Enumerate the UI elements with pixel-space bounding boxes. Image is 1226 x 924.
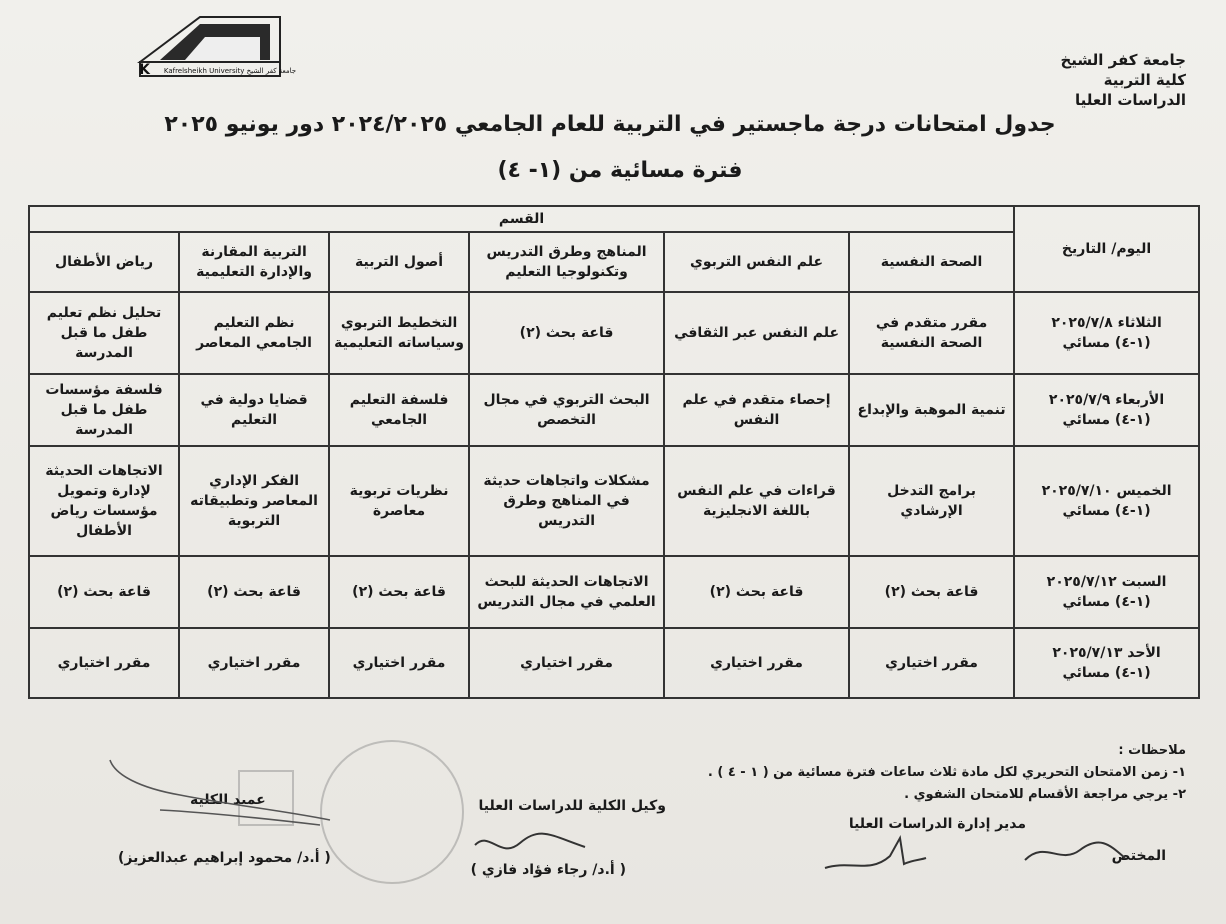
vice-dean-name: ( أ.د/ رجاء فؤاد فازي ) — [470, 862, 626, 878]
day-cell: الأحد ٢٠٢٥/٧/١٣ (١-٤) مسائي — [1014, 628, 1199, 698]
exam-cell: تحليل نظم تعليم طفل ما قبل المدرسة — [29, 292, 179, 374]
page-title: جدول امتحانات درجة ماجستير في التربية للعام الجامعي ٢٠٢٤/٢٠٢٥ دور يونيو ٢٠٢٥ — [164, 112, 1056, 137]
exam-cell: مشكلات واتجاهات حديثة في المناهج وطرق التدريس — [469, 446, 664, 556]
faculty-name: كلية التربية — [1103, 71, 1186, 89]
exam-schedule-table — [28, 205, 1200, 699]
exam-cell: تنمية الموهبة والإبداع — [849, 374, 1014, 446]
exam-cell: برامج التدخل الإرشادي — [849, 446, 1014, 556]
exam-cell: مقرر اختياري — [29, 628, 179, 698]
exam-cell: نظم التعليم الجامعي المعاصر — [179, 292, 329, 374]
dept-header: التربية المقارنة والإدارة التعليمية — [179, 232, 329, 292]
exam-cell: قاعة بحث (٢) — [664, 556, 849, 628]
exam-cell: الاتجاهات الحديثة للبحث العلمي في مجال التدريس — [469, 556, 664, 628]
table-row — [29, 556, 1199, 628]
institution-header — [1060, 50, 1186, 110]
exam-cell: قاعة بحث (٢) — [329, 556, 469, 628]
dept-header: أصول التربية — [329, 232, 469, 292]
exam-cell: البحث التربوي في مجال التخصص — [469, 374, 664, 446]
svg-text:جامعة كفر الشيخ Kafrelsheikh U: جامعة كفر الشيخ Kafrelsheikh University — [163, 67, 297, 75]
table-row — [29, 374, 1199, 446]
university-name: جامعة كفر الشيخ — [1060, 51, 1186, 69]
exam-cell: الفكر الإداري المعاصر وتطبيقاته التربوية — [179, 446, 329, 556]
day-cell: الخميس ٢٠٢٥/٧/١٠ (١-٤) مسائي — [1014, 446, 1199, 556]
dept-header: الصحة النفسية — [849, 232, 1014, 292]
director-label: مدير إدارة الدراسات العليا — [848, 816, 1026, 832]
day-cell: السبت ٢٠٢٥/٧/١٢ (١-٤) مسائي — [1014, 556, 1199, 628]
exam-cell: مقرر اختياري — [469, 628, 664, 698]
exam-cell: مقرر اختياري — [179, 628, 329, 698]
university-logo — [130, 12, 297, 82]
exam-cell: فلسفة التعليم الجامعي — [329, 374, 469, 446]
vice-dean-label: وكيل الكلية للدراسات العليا — [478, 798, 666, 814]
dept-header: علم النفس التربوي — [664, 232, 849, 292]
specialist-signature-icon — [1020, 830, 1130, 870]
table-row — [29, 446, 1199, 556]
exam-cell: إحصاء متقدم في علم النفس — [664, 374, 849, 446]
exam-cell: قضايا دولية في التعليم — [179, 374, 329, 446]
dept-header: رياض الأطفال — [29, 232, 179, 292]
exam-cell: نظريات تربوية معاصرة — [329, 446, 469, 556]
day-date-header: اليوم/ التاريخ — [1014, 206, 1199, 292]
day-cell: الأربعاء ٢٠٢٥/٧/٩ (١-٤) مسائي — [1014, 374, 1199, 446]
section-header: القسم — [29, 206, 1014, 232]
exam-cell: علم النفس عبر الثقافي — [664, 292, 849, 374]
dept-header: المناهج وطرق التدريس وتكنولوجيا التعليم — [469, 232, 664, 292]
dean-name: ( أ.د/ محمود إبراهيم عبدالعزيز) — [118, 850, 331, 866]
note-item: ١- زمن الامتحان التحريري لكل مادة ثلاث ساعات فترة مسائية من ( ١ - ٤ ) . — [707, 765, 1186, 780]
department-name: الدراسات العليا — [1074, 91, 1186, 109]
specialist-label: المختص — [1111, 848, 1166, 864]
exam-cell: مقرر اختياري — [849, 628, 1014, 698]
official-seal — [320, 740, 464, 884]
exam-cell: التخطيط التربوي وسياساته التعليمية — [329, 292, 469, 374]
table-row — [29, 628, 1199, 698]
day-cell: الثلاثاء ٢٠٢٥/٧/٨ (١-٤) مسائي — [1014, 292, 1199, 374]
exam-cell: فلسفة مؤسسات طفل ما قبل المدرسة — [29, 374, 179, 446]
page-subtitle: فترة مسائية من (١- ٤) — [497, 158, 743, 183]
svg-text:K: K — [139, 62, 150, 78]
notes-heading: ملاحظات : — [1118, 743, 1186, 758]
director-signature-icon — [820, 830, 930, 880]
exam-cell: قاعة بحث (٢) — [29, 556, 179, 628]
exam-cell: قاعة بحث (٢) — [179, 556, 329, 628]
exam-cell: قراءات في علم النفس باللغة الانجليزية — [664, 446, 849, 556]
exam-cell: قاعة بحث (٢) — [849, 556, 1014, 628]
vice-dean-signature-icon — [470, 825, 590, 865]
exam-cell: قاعة بحث (٢) — [469, 292, 664, 374]
dean-label: عميد الكلية — [190, 792, 266, 808]
table-row — [29, 292, 1199, 374]
exam-cell: مقرر اختياري — [664, 628, 849, 698]
exam-cell: الاتجاهات الحديثة لإدارة وتمويل مؤسسات رياض الأطفال — [29, 446, 179, 556]
dean-signature-icon — [100, 750, 340, 840]
note-item: ٢- يرجي مراجعة الأقسام للامتحان الشفوي . — [904, 787, 1186, 802]
exam-cell: مقرر اختياري — [329, 628, 469, 698]
exam-cell: مقرر متقدم في الصحة النفسية — [849, 292, 1014, 374]
notes-section — [708, 740, 1186, 806]
